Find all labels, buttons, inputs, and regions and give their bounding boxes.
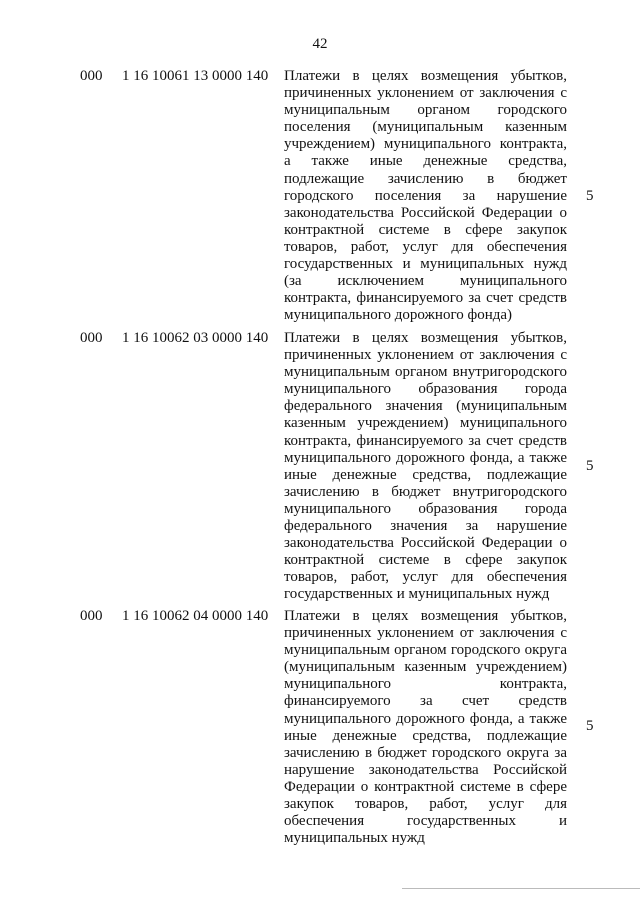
distribution-norm: 5: [586, 458, 594, 474]
kbk-code: 1 16 10061 13 0000 140: [122, 68, 269, 84]
income-description: Платежи в целях возмещения убытков, причиненных уклонением от заключения с муниципальным органом городского округа (муниципальным казенным учреждением) муниципального контракта, финансируемого за счет средств муниципального дорожного фонда, а также иные денежные средства, подлежащие зачислению в бюджет городского округа за нарушение законодательства Российской Федерации о контрактной системе в сфере закупок товаров, работ, услуг для обеспечения государственных и муниципальных нужд: [284, 608, 567, 847]
distribution-norm: 5: [586, 188, 594, 204]
admin-code: 000: [80, 608, 103, 624]
income-description: Платежи в целях возмещения убытков, причиненных уклонением от заключения с муниципальным органом городского поселения (муниципальным казенным учреждением) муниципального контракта, а также иные денежные средства, подлежащие зачислению в бюджет городского поселения за нарушение законодательства Российской Федерации о контрактной системе в сфере закупок товаров, работ, услуг для обеспечения государственных и муниципальных нужд (за исключением муниципального контракта, финансируемого за счет средств муниципального дорожного фонда): [284, 68, 567, 324]
kbk-code: 1 16 10062 03 0000 140: [122, 330, 269, 346]
income-description: Платежи в целях возмещения убытков, причиненных уклонением от заключения с муниципальным органом внутригородского муниципального образования города федерального значения (муниципальным казенным учреждением) муниципального контракта, финансируемого за счет средств муниципального дорожного фонда, а также иные денежные средства, подлежащие зачислению в бюджет внутригородского муниципального образования города федерального значения за нарушение законодательства Российской Федерации о контрактной системе в сфере закупок товаров, работ, услуг для обеспечения государственных и муниципальных нужд: [284, 330, 567, 603]
admin-code: 000: [80, 330, 103, 346]
kbk-code: 1 16 10062 04 0000 140: [122, 608, 269, 624]
page-edge-line: [402, 888, 640, 889]
admin-code: 000: [80, 68, 103, 84]
page-number: 42: [312, 36, 328, 52]
distribution-norm: 5: [586, 718, 594, 734]
